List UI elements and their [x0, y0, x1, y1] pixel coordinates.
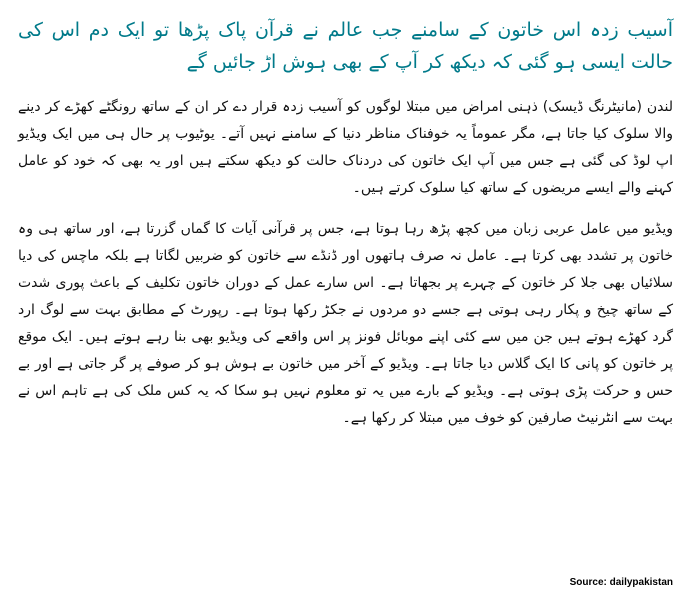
- article-paragraph-1: لندن (مانیٹرنگ ڈیسک) ذہنی امراض میں مبتلا لوگوں کو آسیب زدہ قرار دے کر ان کے ساتھ رونگٹے کھڑے کر دینے والا سلوک کیا جاتا ہے، مگر عموماً یہ خوفناک مناظر دنیا کے سامنے نہیں آتے۔ یوٹیوب پر حال ہی میں ایک ویڈیو اپ لوڈ کی گئی ہے جس میں آپ ایک خاتون کی دردناک حالت کو دیکھ سکتے ہیں اور یہ بھی کہ خود کو عامل کہنے والے ایسے مریضوں کے ساتھ کیا سلوک کرتے ہیں۔: [18, 99, 673, 196]
- article-paragraph-2: ویڈیو میں عامل عربی زبان میں کچھ پڑھ رہا ہوتا ہے، جس پر قرآنی آیات کا گماں گزرتا ہے، اور ساتھ ہی وہ خاتون پر تشدد بھی کرتا ہے۔ عامل نہ صرف ہاتھوں اور ڈنڈے سے خاتون کو ضربیں لگاتا ہے بلکہ ماچس کی دیا سلائیاں بھی جلا کر خاتون کے چہرے پر بجھاتا ہے۔ اس سارے عمل کے دوران خاتون تکلیف کے باعث پوری شدت کے ساتھ چیخ و پکار رہی ہوتی ہے جسے دو مردوں نے جکڑ رکھا ہوتا ہے۔ رپورٹ کے مطابق بہت سے لوگ ارد گرد کھڑے ہوتے ہیں جن میں سے کئی اپنے موبائل فونز پر اس واقعے کی ویڈیو بھی بنا رہے ہوتے ہیں۔ ایک موقع پر خاتون کو پانی کا ایک گلاس دیا جاتا ہے۔ ویڈیو کے آخر میں خاتون بے ہوش ہو کر صوفے پر گر جاتی ہے اور بے حس و حرکت پڑی ہوتی ہے۔ ویڈیو کے بارے میں یہ تو معلوم نہیں ہو سکا کہ یہ کس ملک کی ہے تاہم اس نے بہت سے انٹرنیٹ صارفین کو خوف میں مبتلا کر رکھا ہے۔: [18, 221, 673, 426]
- article-headline: آسیب زدہ اس خاتون کے سامنے جب عالم نے قرآن پاک پڑھا تو ایک دم اس کی حالت ایسی ہو گئی کہ دیکھ کر آپ کے بھی ہوش اڑ جائیں گے: [18, 19, 673, 73]
- source-credit: Source: dailypakistan: [569, 577, 673, 588]
